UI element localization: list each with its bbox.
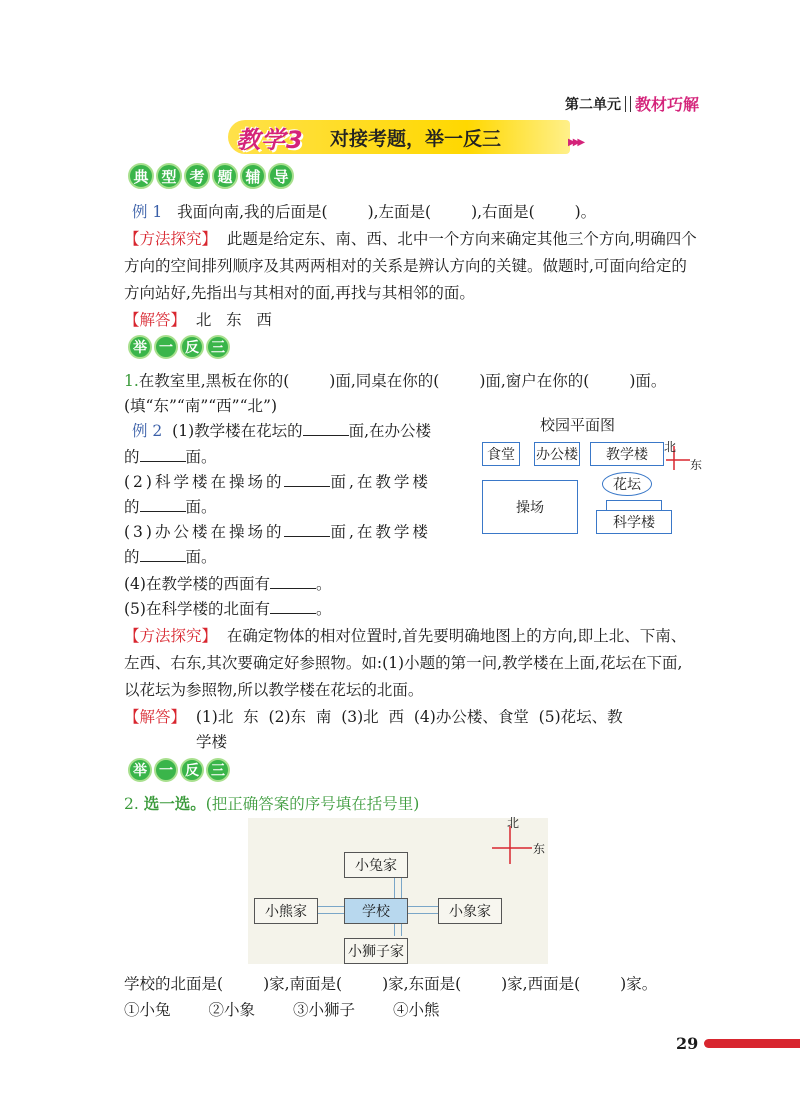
method-label: 【方法探究】 — [124, 230, 218, 248]
connector — [394, 924, 402, 936]
q-text: 面。 — [185, 498, 217, 516]
option: ①小兔 — [124, 1001, 171, 1019]
banner-title: 对接考题，举一反三 — [330, 128, 502, 150]
q-text: 面。 — [185, 548, 217, 566]
q-text: 。 — [315, 600, 332, 618]
teaching-building-box: 教学楼 — [590, 442, 664, 466]
q-text: 。 — [315, 575, 332, 593]
school: 学校 — [344, 898, 408, 924]
q-text: )家,东面是( — [382, 975, 462, 993]
method-text: 左西、右东,其次要确定好参照物。如:(1)小题的第一问,教学楼在上面,花坛在下面, — [124, 654, 683, 672]
tag-char: 反 — [180, 335, 204, 359]
section-label: 教材巧解 — [635, 95, 700, 114]
tag-char: 题 — [212, 163, 238, 189]
example-2-line — [124, 470, 431, 494]
tag-char: 三 — [206, 758, 230, 782]
q-text: ),左面是( — [367, 203, 432, 221]
page-number: 29 — [676, 1034, 699, 1053]
problem-1 — [124, 369, 666, 393]
problem-2-question — [124, 972, 657, 996]
tag-char: 型 — [156, 163, 182, 189]
method-text: 此题是给定东、南、西、北中一个方向来确定其他三个方向,明确四个 — [226, 230, 697, 248]
problem-number: 2. — [124, 795, 139, 813]
problem-number: 1. — [124, 372, 139, 390]
campus-map — [478, 408, 704, 538]
q-text: 面,在教学楼 — [330, 473, 431, 491]
east-label: 东 — [690, 458, 703, 472]
tag-char: 辅 — [240, 163, 266, 189]
example-1-answer — [124, 308, 272, 332]
practice-section-tag — [128, 758, 230, 782]
q-text: )面,窗户在你的( — [479, 372, 590, 390]
q-text: (1)教学楼在花坛的 — [172, 422, 303, 440]
example-2-method — [124, 624, 686, 648]
answer-text: 学楼 — [196, 733, 228, 751]
example-1-method — [124, 227, 697, 251]
answer-text: (1)北 东 (2)东 南 (3)北 西 (4)办公楼、食堂 (5)花坛、教 — [195, 708, 623, 726]
problem-2 — [124, 792, 419, 816]
practice-section-tag — [128, 335, 230, 359]
unit-label: 第二单元 — [565, 96, 621, 113]
example-2-label: 例 2 — [132, 422, 163, 440]
q-text: 我面向南,我的后面是( — [177, 203, 328, 221]
problem-title: 选一选。 — [143, 794, 206, 813]
q-text: )面,同桌在你的( — [329, 372, 440, 390]
tag-char: 考 — [184, 163, 210, 189]
campus-map-title: 校园平面图 — [540, 416, 616, 434]
q-text: )面。 — [629, 372, 667, 390]
office-box: 办公楼 — [534, 442, 580, 466]
method-text: 方向的空间排列顺序及其两两相对的关系是辨认方向的关键。做题时,可面向给定的 — [124, 257, 687, 275]
q-text: )家,西面是( — [501, 975, 581, 993]
lion-home: 小狮子家 — [344, 938, 408, 964]
q-text: 的 — [124, 548, 140, 566]
connector — [406, 906, 440, 914]
q-text: 的 — [124, 448, 140, 466]
problem-1-hint: (填“东”“南”“西”“北”) — [124, 397, 277, 415]
example-2-line — [124, 495, 217, 519]
tag-char: 举 — [128, 758, 152, 782]
banner-tag: 教学3 — [236, 126, 304, 154]
tag-char: 三 — [206, 335, 230, 359]
canteen-box: 食堂 — [482, 442, 520, 466]
example-2-line — [124, 597, 331, 621]
bear-home: 小熊家 — [254, 898, 318, 924]
answer-label: 【解答】 — [124, 708, 187, 726]
answer-text: 北 东 西 — [195, 311, 272, 329]
typical-section-tag — [128, 163, 294, 189]
method-text: 在确定物体的相对位置时,首先要明确地图上的方向,即上北、下南、 — [226, 627, 687, 645]
q-text: 面,在教学楼 — [330, 523, 431, 541]
method-label: 【方法探究】 — [124, 627, 218, 645]
example-2-line — [124, 445, 217, 469]
header-divider — [625, 96, 631, 112]
option: ③小狮子 — [293, 1001, 356, 1019]
option: ④小熊 — [393, 1001, 440, 1019]
tag-char: 导 — [268, 163, 294, 189]
page-number-bar — [704, 1039, 800, 1048]
problem-hint: (把正确答案的序号填在括号里) — [205, 795, 420, 813]
q-text: )家,南面是( — [263, 975, 343, 993]
q-text: )家。 — [620, 975, 658, 993]
playground-box: 操场 — [482, 480, 578, 534]
science-building-roof — [606, 500, 662, 511]
elephant-home: 小象家 — [438, 898, 502, 924]
example-2-line — [124, 545, 217, 569]
north-label: 北 — [507, 816, 520, 830]
flower-bed-box: 花坛 — [602, 472, 652, 496]
q-text: (2)科学楼在操场的 — [124, 473, 285, 491]
rabbit-home: 小兔家 — [344, 852, 408, 878]
tag-char: 反 — [180, 758, 204, 782]
page-header — [565, 92, 699, 115]
q-text: (4)在教学楼的西面有 — [124, 575, 270, 593]
option: ②小象 — [208, 1001, 256, 1019]
example-2-line — [132, 419, 431, 443]
connector — [318, 906, 344, 914]
answer-label: 【解答】 — [124, 311, 187, 329]
example-2-answer — [124, 705, 623, 729]
north-label: 北 — [664, 440, 677, 454]
q-text: (5)在科学楼的北面有 — [124, 600, 270, 618]
tag-char: 一 — [154, 758, 178, 782]
science-building-box: 科学楼 — [596, 510, 672, 534]
q-text: (3)办公楼在操场的 — [124, 523, 285, 541]
q-text: )。 — [574, 203, 597, 221]
problem-2-options — [124, 998, 440, 1022]
tag-char: 举 — [128, 335, 152, 359]
example-2-line — [124, 520, 431, 544]
tag-char: 一 — [154, 335, 178, 359]
tag-char: 典 — [128, 163, 154, 189]
example-1-label: 例 1 — [132, 203, 163, 221]
q-text: ),右面是( — [471, 203, 535, 221]
example-2-line — [124, 572, 331, 596]
q-text: 面。 — [185, 448, 217, 466]
q-text: 学校的北面是( — [124, 975, 224, 993]
east-label: 东 — [533, 842, 546, 856]
q-text: 的 — [124, 498, 140, 516]
example-1-question — [132, 200, 596, 224]
method-text: 方向站好,先指出与其相对的面,再找与其相邻的面。 — [124, 284, 475, 302]
method-text: 以花坛为参照物,所以教学楼在花坛的北面。 — [124, 681, 424, 699]
q-text: 面,在办公楼 — [348, 422, 432, 440]
banner-arrows-icon: ▶▶▶ — [568, 137, 583, 148]
q-text: 在教室里,黑板在你的( — [138, 372, 290, 390]
